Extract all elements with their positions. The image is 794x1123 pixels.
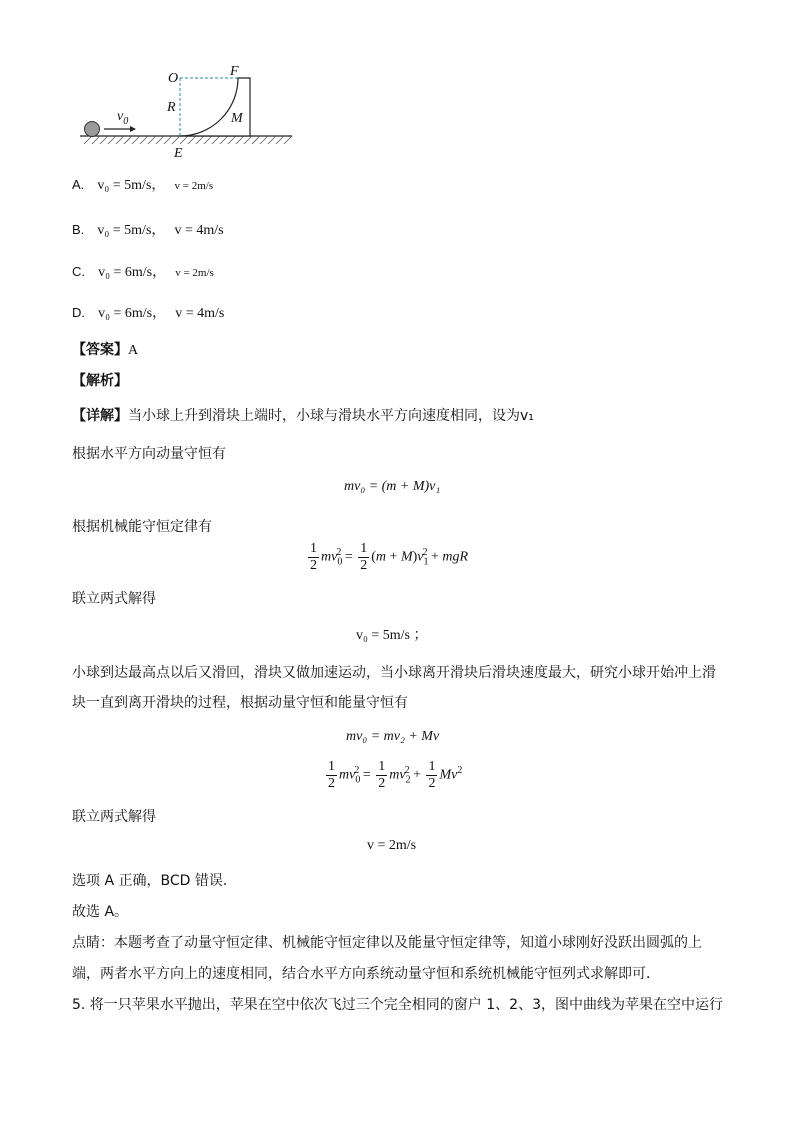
equation-result-2: v = 2m/s: [367, 838, 417, 853]
solve-line-1: 联立两式解得: [72, 591, 156, 607]
equation-energy-1: $\frac{1}{2}$ $mv_0^2$ = $\frac{1}{2}$ $(m + M)v_1^2$ + mgR: [310, 541, 469, 573]
energy-intro: 根据机械能守恒定律有: [72, 519, 212, 535]
paragraph-line-1: 小球到达最高点以后又滑回，滑块又做加速运动，当小球离开滑块后滑块速度最大，研究小球开始冲上滑: [72, 665, 716, 681]
equation-result-1: v₀ = 5m/s ；: [356, 628, 428, 643]
label-E: E: [174, 146, 183, 161]
momentum-intro: 根据水平方向动量守恒有: [72, 446, 226, 462]
label-R: R: [167, 100, 176, 115]
analysis-heading: 【解析】: [72, 373, 128, 389]
solve-line-2: 联立两式解得: [72, 809, 156, 825]
answer-line: 【答案】A: [72, 342, 139, 358]
conclusion-line: 选项 A 正确，BCD 错误．: [72, 873, 237, 889]
label-F: F: [230, 64, 239, 79]
option-c: C. v₀ = 6m/s， v = 2m/s: [72, 264, 214, 280]
detail-line: 【详解】当小球上升到滑块上端时，小球与滑块水平方向速度相同，设为v₁: [72, 408, 534, 424]
slider-block: [180, 78, 250, 136]
label-O: O: [168, 71, 179, 86]
choose-line: 故选 A。: [72, 904, 129, 920]
paragraph-line-2: 块一直到离开滑块的过程，根据动量守恒和能量守恒有: [72, 695, 408, 711]
label-M: M: [231, 111, 243, 126]
comment-line-2: 端，两者水平方向上的速度相同，结合水平方向系统动量守恒和系统机械能守恒列式求解即可．: [72, 966, 660, 982]
option-d: D. v₀ = 6m/s， v = 4m/s: [72, 305, 225, 321]
option-a: A. v₀ = 5m/s， v = 2m/s: [72, 177, 214, 193]
equation-momentum-1: mv₀ = (m + M)v₁: [344, 479, 441, 494]
slider-diagram-svg: [80, 62, 300, 162]
physics-diagram: [80, 62, 300, 166]
label-v0: $v_0$: [117, 109, 129, 127]
option-b: B. v₀ = 5m/s， v = 4m/s: [72, 222, 224, 238]
equation-momentum-2: mv₀ = mv₂ + Mv: [346, 729, 440, 744]
equation-energy-2: $\frac{1}{2}$ $mv_0^2$ = $\frac{1}{2}$ $mv_2^2$ + $\frac{1}{2}$ Mv$^2$: [328, 759, 463, 791]
question-5-line: 5. 将一只苹果水平抛出，苹果在空中依次飞过三个完全相同的窗户 1、2、3，图中曲线为苹果在空中运行: [72, 997, 723, 1013]
ground-hatch: [84, 136, 292, 144]
ball: [85, 122, 100, 137]
comment-line-1: 点睛：本题考查了动量守恒定律、机械能守恒定律以及能量守恒定律等，知道小球刚好没跃出圆弧的上: [72, 935, 702, 951]
